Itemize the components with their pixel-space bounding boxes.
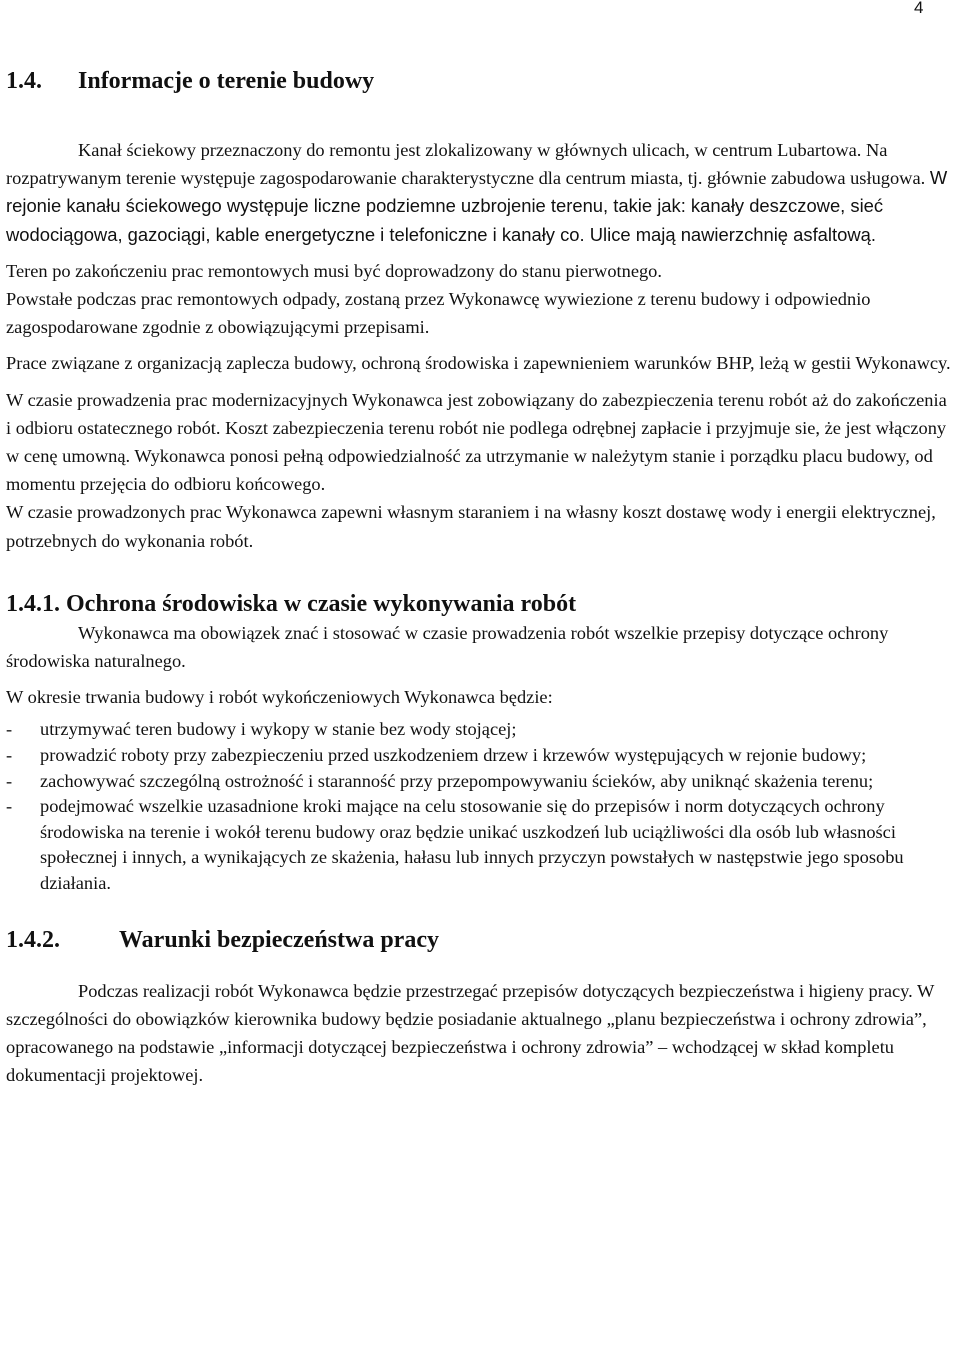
paragraph-waste: Powstałe podczas prac remontowych odpady, zostaną przez Wykonawcę wywiezione z terenu budowy i odpowiednio zagospodarowane zgodnie z obowiązującymi przepisami. <box>6 289 871 338</box>
paragraph-location-serif: Kanał ściekowy przeznaczony do remontu jest zlokalizowany w głównych ulicach, w centrum Lubartowa. Na rozpatrywanym terenie występuje zagospodarowanie charakterystyczne dla centrum miasta, tj. głównie zabudowa usługowa. <box>6 140 926 189</box>
list-item: - utrzymywać teren budowy i wykopy w stanie bez wody stojącej; <box>6 719 517 740</box>
list-item: - prowadzić roboty przy zabezpieczeniu przed uszkodzeniem drzew i krzewów występujących w rejonie budowy; <box>6 745 867 766</box>
section-number: 1.4.2. <box>6 926 60 953</box>
section-title: Warunki bezpieczeństwa pracy <box>119 926 439 953</box>
section-heading-1-4 <box>6 66 956 96</box>
paragraph-restoration: Teren po zakończeniu prac remontowych musi być doprowadzony do stanu pierwotnego. <box>6 260 662 281</box>
section-heading-1-4-2 <box>6 925 956 955</box>
document-body <box>6 60 956 1089</box>
paragraph-security: W czasie prowadzenia prac modernizacyjnych Wykonawca jest zobowiązany do zabezpieczenia terenu robót aż do zakończenia i odbioru ostatecznego robót. Koszt zabezpieczenia terenu robót nie podlega odrębnej zapłacie i przyjmuje sie, że jest włączony w cenę umowną. Wykonawca ponosi pełną odpowiedzialność za utrzymanie w należytym stanie i porządku placu budowy, od momentu przejęcia do odbioru końcowego. <box>6 389 947 495</box>
paragraph-bhp: Prace związane z organizacją zaplecza budowy, ochroną środowiska i zapewnieniem warunków BHP, leżą w gestii Wykonawcy. <box>6 353 951 374</box>
section-heading-1-4-1: 1.4.1. Ochrona środowiska w czasie wykonywania robót <box>6 590 577 617</box>
paragraph-safety: Podczas realizacji robót Wykonawca będzie przestrzegać przepisów dotyczących bezpieczeństwa i higieny pracy. W szczególności do obowiązków kierownika budowy będzie posiadanie aktualnego „planu bezpieczeństwa i ochrony zdrowia”, opracowanego na podstawie „informacji dotyczącej bezpieczeństwa i ochrony zdrowia” – wchodzącej w skład kompletu dokumentacji projektowej. <box>6 980 935 1086</box>
list-item: - podejmować wszelkie uzasadnione kroki mające na celu stosowanie się do przepisów i norm dotyczących ochrony środowiska na terenie i wokół terenu budowy oraz będzie unikać uszkodzeń lub uciążliwości dla osób lub własności społecznej i innych, a wynikających ze skażenia, hałasu lub innych przyczyn powstałych w następstwie jego sposobu działania. <box>6 796 904 894</box>
environment-duty-list <box>6 717 956 896</box>
list-item: - zachowywać szczególną ostrożność i staranność przy przepompowywaniu ścieków, aby uniknąć skażenia terenu; <box>6 770 874 791</box>
section-number: 1.4. <box>6 68 42 94</box>
paragraph-environment-obligation: Wykonawca ma obowiązek znać i stosować w czasie prowadzenia robót wszelkie przepisy dotyczące ochrony środowiska naturalnego. <box>6 622 889 672</box>
paragraph-location-sans: W rejonie kanału ściekowego występuje liczne podziemne uzbrojenie terenu, takie jak: kanały deszczowe, sieć wodociągowa, gazociągi, kable energetyczne i telefoniczne i kanały co. Ulice mają nawierzchnię asfaltową. <box>6 167 948 245</box>
paragraph-utilities: W czasie prowadzonych prac Wykonawca zapewni własnym staraniem i na własny koszt dostawę wody i energii elektrycznej, potrzebnych do wykonania robót. <box>6 502 936 551</box>
section-title: Informacje o terenie budowy <box>78 68 375 94</box>
paragraph-environment-intro: W okresie trwania budowy i robót wykończeniowych Wykonawca będzie: <box>6 687 553 708</box>
page-number: 4 <box>914 0 924 17</box>
paragraph-location <box>6 136 956 249</box>
